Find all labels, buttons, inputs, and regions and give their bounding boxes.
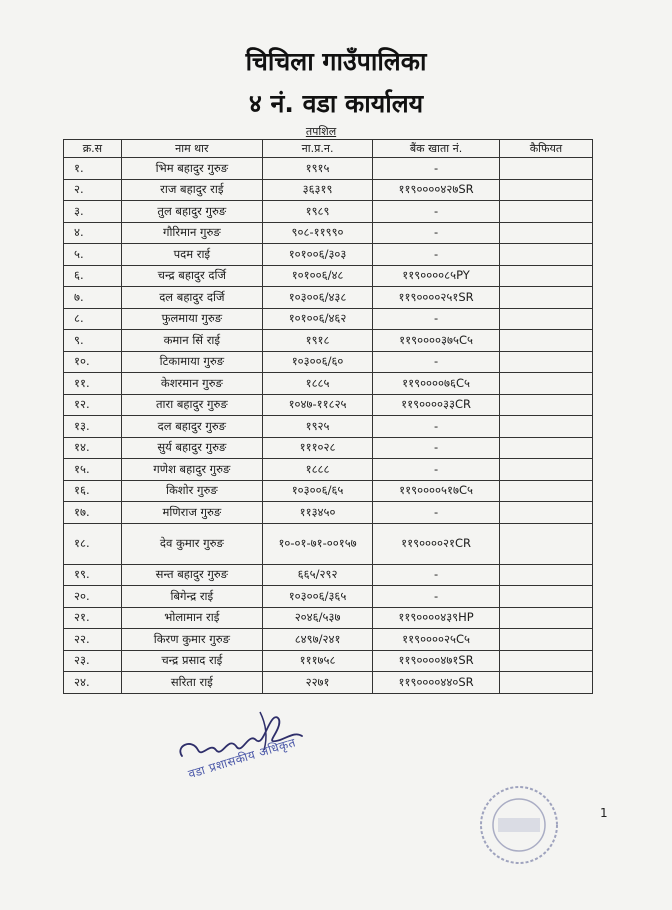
cell-name: बिगेन्द्र राई: [121, 586, 262, 608]
table-row: [64, 373, 593, 395]
cell-name: टिकामाया गुरुङ: [121, 351, 262, 373]
cell-citizenship-no: २०४६/५३७: [262, 607, 372, 629]
cell-name: किरण कुमार गुरुङ: [121, 629, 262, 651]
cell-name: भोलामान राई: [121, 607, 262, 629]
table-row: [64, 502, 593, 524]
cell-name: केशरमान गुरुङ: [121, 373, 262, 395]
cell-serial: ८.: [64, 308, 122, 330]
cell-citizenship-no: १९१५: [262, 158, 372, 180]
cell-name: पदम राई: [121, 244, 262, 266]
table-row: [64, 265, 593, 287]
col-serial: क्र.स: [64, 140, 122, 158]
table-row: [64, 437, 593, 459]
office-stamp: [476, 782, 562, 868]
cell-citizenship-no: १०१००६/४८: [262, 265, 372, 287]
cell-remarks: [499, 373, 592, 395]
cell-bank-account: -: [373, 437, 500, 459]
table-row: [64, 607, 593, 629]
cell-bank-account: -: [373, 564, 500, 586]
cell-bank-account: ११९००००८५PY: [373, 265, 500, 287]
table-row: [64, 564, 593, 586]
cell-remarks: [499, 265, 592, 287]
table-row: [64, 222, 593, 244]
cell-bank-account: ११९००००७६C५: [373, 373, 500, 395]
table-row: [64, 179, 593, 201]
col-citizenship-no: ना.प्र.न.: [262, 140, 372, 158]
cell-remarks: [499, 523, 592, 564]
cell-name: दल बहादुर दर्जि: [121, 287, 262, 309]
cell-name: सुर्य बहादुर गुरुङ: [121, 437, 262, 459]
table-row: [64, 201, 593, 223]
cell-serial: ४.: [64, 222, 122, 244]
cell-bank-account: ११९००००२५C५: [373, 629, 500, 651]
table-body: [64, 158, 593, 694]
cell-citizenship-no: १९८९: [262, 201, 372, 223]
cell-serial: १८.: [64, 523, 122, 564]
office-title: चिचिला गाउँपालिका: [245, 47, 427, 76]
cell-name: राज बहादुर राई: [121, 179, 262, 201]
cell-bank-account: ११९००००३३CR: [373, 394, 500, 416]
cell-bank-account: ११९००००५१७C५: [373, 480, 500, 502]
cell-remarks: [499, 672, 592, 694]
cell-serial: ९.: [64, 330, 122, 352]
cell-remarks: [499, 564, 592, 586]
cell-citizenship-no: १०१००६/३०३: [262, 244, 372, 266]
cell-citizenship-no: १९१८: [262, 330, 372, 352]
cell-bank-account: ११९००००२५१SR: [373, 287, 500, 309]
cell-serial: १३.: [64, 416, 122, 438]
cell-name: दल बहादुर गुरुङ: [121, 416, 262, 438]
table-row: [64, 351, 593, 373]
cell-serial: २.: [64, 179, 122, 201]
cell-citizenship-no: ३६३१९: [262, 179, 372, 201]
cell-bank-account: ११९००००४७१SR: [373, 650, 500, 672]
cell-bank-account: -: [373, 308, 500, 330]
page-number: 1: [600, 806, 608, 820]
cell-name: देव कुमार गुरुङ: [121, 523, 262, 564]
table-row: [64, 650, 593, 672]
cell-remarks: [499, 480, 592, 502]
cell-serial: २३.: [64, 650, 122, 672]
signatory-title: वडा प्रशासकीय अधिकृत: [186, 735, 298, 782]
cell-bank-account: -: [373, 586, 500, 608]
cell-serial: ११.: [64, 373, 122, 395]
cell-citizenship-no: १०३००६/६५: [262, 480, 372, 502]
cell-bank-account: -: [373, 222, 500, 244]
cell-serial: ५.: [64, 244, 122, 266]
table-row: [64, 158, 593, 180]
cell-serial: १२.: [64, 394, 122, 416]
cell-remarks: [499, 179, 592, 201]
cell-bank-account: ११९००००४३९HP: [373, 607, 500, 629]
cell-serial: १५.: [64, 459, 122, 481]
cell-bank-account: ११९००००४४०SR: [373, 672, 500, 694]
cell-serial: १९.: [64, 564, 122, 586]
cell-bank-account: -: [373, 459, 500, 481]
cell-citizenship-no: ११३४५०: [262, 502, 372, 524]
cell-remarks: [499, 222, 592, 244]
cell-name: किशोर गुरुङ: [121, 480, 262, 502]
cell-citizenship-no: ८४९७/२४१: [262, 629, 372, 651]
table-header-row: [64, 140, 593, 158]
cell-remarks: [499, 459, 592, 481]
cell-serial: १.: [64, 158, 122, 180]
cell-citizenship-no: १११०२८: [262, 437, 372, 459]
table-row: [64, 330, 593, 352]
cell-citizenship-no: १८८५: [262, 373, 372, 395]
cell-citizenship-no: १८८८: [262, 459, 372, 481]
table-row: [64, 244, 593, 266]
ward-title: ४ नं. वडा कार्यालय: [248, 89, 424, 118]
cell-remarks: [499, 437, 592, 459]
cell-serial: ७.: [64, 287, 122, 309]
cell-serial: १४.: [64, 437, 122, 459]
cell-serial: १०.: [64, 351, 122, 373]
cell-name: सरिता राई: [121, 672, 262, 694]
cell-bank-account: -: [373, 416, 500, 438]
cell-bank-account: ११९००००२१CR: [373, 523, 500, 564]
cell-name: तारा बहादुर गुरुङ: [121, 394, 262, 416]
cell-remarks: [499, 650, 592, 672]
table-row: [64, 416, 593, 438]
cell-name: कमान सिं राई: [121, 330, 262, 352]
cell-name: मणिराज गुरुङ: [121, 502, 262, 524]
cell-serial: २१.: [64, 607, 122, 629]
cell-remarks: [499, 586, 592, 608]
table-row: [64, 480, 593, 502]
cell-citizenship-no: १०३००६/३६५: [262, 586, 372, 608]
cell-bank-account: -: [373, 351, 500, 373]
cell-citizenship-no: १०१००६/४६२: [262, 308, 372, 330]
cell-name: गौरिमान गुरुङ: [121, 222, 262, 244]
details-table: [63, 139, 593, 694]
cell-bank-account: ११९००००४२७SR: [373, 179, 500, 201]
col-bank-account: बैंक खाता नं.: [373, 140, 500, 158]
cell-name: तुल बहादुर गुरुङ: [121, 201, 262, 223]
table-row: [64, 394, 593, 416]
col-remarks: कैफियत: [499, 140, 592, 158]
cell-serial: १६.: [64, 480, 122, 502]
cell-name: गणेश बहादुर गुरुङ: [121, 459, 262, 481]
cell-remarks: [499, 308, 592, 330]
cell-bank-account: -: [373, 201, 500, 223]
cell-citizenship-no: ६६५/२९२: [262, 564, 372, 586]
cell-citizenship-no: १११७५८: [262, 650, 372, 672]
table-caption: तपशिल: [305, 125, 337, 138]
table-row: [64, 308, 593, 330]
col-name: नाम थार: [121, 140, 262, 158]
cell-serial: ६.: [64, 265, 122, 287]
cell-name: सन्त बहादुर गुरुङ: [121, 564, 262, 586]
cell-bank-account: ११९००००३७५C५: [373, 330, 500, 352]
cell-name: चन्द्र बहादुर दर्जि: [121, 265, 262, 287]
cell-remarks: [499, 201, 592, 223]
cell-name: चन्द्र प्रसाद राई: [121, 650, 262, 672]
table-row: [64, 459, 593, 481]
cell-citizenship-no: २२७१: [262, 672, 372, 694]
cell-citizenship-no: १९२५: [262, 416, 372, 438]
cell-serial: २०.: [64, 586, 122, 608]
cell-remarks: [499, 287, 592, 309]
table-row: [64, 586, 593, 608]
cell-citizenship-no: ९०८-११९९०: [262, 222, 372, 244]
cell-remarks: [499, 629, 592, 651]
cell-serial: १७.: [64, 502, 122, 524]
cell-remarks: [499, 416, 592, 438]
table-row: [64, 523, 593, 564]
cell-citizenship-no: १०४७-११८२५: [262, 394, 372, 416]
cell-bank-account: -: [373, 158, 500, 180]
cell-serial: २४.: [64, 672, 122, 694]
cell-bank-account: -: [373, 244, 500, 266]
cell-name: भिम बहादुर गुरुङ: [121, 158, 262, 180]
cell-remarks: [499, 158, 592, 180]
cell-remarks: [499, 351, 592, 373]
cell-citizenship-no: १०३००६/६०: [262, 351, 372, 373]
cell-remarks: [499, 502, 592, 524]
table-row: [64, 672, 593, 694]
cell-remarks: [499, 607, 592, 629]
cell-bank-account: -: [373, 502, 500, 524]
cell-serial: ३.: [64, 201, 122, 223]
cell-remarks: [499, 394, 592, 416]
table-row: [64, 287, 593, 309]
cell-serial: २२.: [64, 629, 122, 651]
table-row: [64, 629, 593, 651]
cell-remarks: [499, 244, 592, 266]
cell-citizenship-no: १०३००६/४३८: [262, 287, 372, 309]
cell-citizenship-no: १०-०१-७१-००१५७: [262, 523, 372, 564]
cell-remarks: [499, 330, 592, 352]
cell-name: फुलमाया गुरुङ: [121, 308, 262, 330]
